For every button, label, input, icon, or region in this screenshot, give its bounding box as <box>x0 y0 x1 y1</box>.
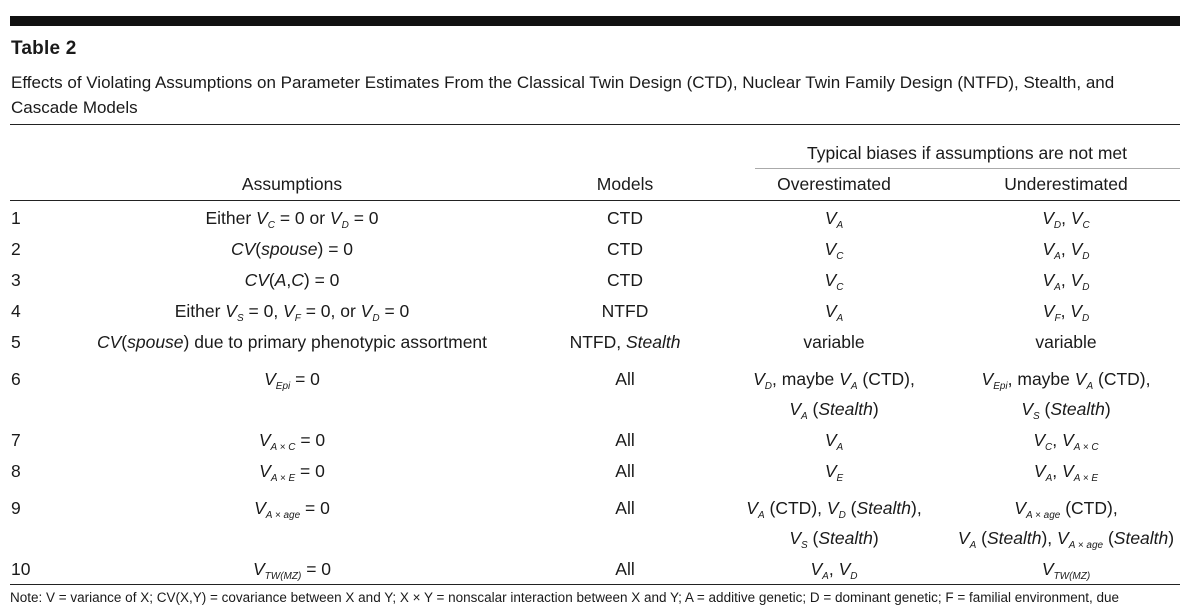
row-number: 6 <box>11 369 21 389</box>
overestimated-cell: $V_C$ <box>824 239 844 262</box>
model-cell <box>570 332 681 353</box>
model-cell: CTD <box>607 270 643 290</box>
row-number: 5 <box>11 332 21 352</box>
assumption-cell: Either $V_S = 0$, $V_F = 0$, or $V_D = 0$ <box>174 301 410 324</box>
row-number: 4 <box>11 301 21 321</box>
row-number: 10 <box>11 559 31 579</box>
underestimated-cell: $V_A$, $V_{A \times E}$ <box>1033 461 1099 484</box>
overestimated-cell: $V_A$ <box>824 430 844 453</box>
model-cell: All <box>615 461 635 481</box>
assumption-cell: $V_{Epi} = 0$ <box>264 369 320 392</box>
table-label: Table 2 <box>11 38 77 59</box>
model-cell: All <box>615 369 635 389</box>
underestimated-cell: $V_{TW(MZ)}$ <box>1041 559 1091 582</box>
header-typical-biases: Typical biases if assumptions are not met <box>806 143 1128 163</box>
model-cell: NTFD <box>601 301 649 321</box>
overestimated-cell: $V_C$ <box>824 270 844 293</box>
overestimated-cell: $V_E$ <box>824 461 844 484</box>
model-text: NTFD, <box>569 332 626 352</box>
assumption-cell: $V_{A \times C} = 0$ <box>258 430 326 453</box>
underestimated-cell-line2: $V_A$ (Stealth), $V_{A \times age}$ (Stealth) <box>957 528 1175 551</box>
overestimated-cell: variable <box>803 332 865 352</box>
header-overestimated: Overestimated <box>777 174 891 194</box>
assumption-cell: Either $V_C = 0$ or $V_D = 0$ <box>205 208 379 231</box>
overestimated-cell: $V_D$, maybe $V_A$ (CTD), <box>753 369 915 392</box>
assumption-text: due to primary phenotypic assortment <box>194 332 488 352</box>
assumption-cell: CV(A,C) = 0 <box>244 270 340 290</box>
overestimated-cell: $V_A$ <box>824 208 844 231</box>
caption-line-2: Cascade Models <box>11 98 138 117</box>
model-text-italic: Stealth <box>625 332 681 352</box>
header-underestimated: Underestimated <box>1004 174 1128 194</box>
overestimated-cell-line2: $V_S$ (Stealth) <box>789 528 879 551</box>
model-cell: All <box>615 430 635 450</box>
underestimated-cell: $V_A$, $V_D$ <box>1042 270 1090 293</box>
assumption-cell: $V_{A \times E} = 0$ <box>259 461 325 484</box>
row-number: 9 <box>11 498 21 518</box>
overestimated-cell: $V_A$, $V_D$ <box>810 559 858 582</box>
model-cell: All <box>615 498 635 518</box>
underestimated-cell-line2: $V_S$ (Stealth) <box>1021 399 1111 422</box>
assumption-cell: $V_{A \times age} = 0$ <box>254 498 330 521</box>
top-rule-bar <box>10 16 1180 26</box>
header-models: Models <box>596 174 654 194</box>
row-number: 3 <box>11 270 21 290</box>
underestimated-cell: $V_F$, $V_D$ <box>1042 301 1090 324</box>
header-rule <box>10 200 1180 201</box>
underestimated-cell: $V_{Epi}$, maybe $V_A$ (CTD), <box>981 369 1151 392</box>
underestimated-cell: $V_C$, $V_{A \times C}$ <box>1033 430 1099 453</box>
row-number: 1 <box>11 208 21 228</box>
caption-line-1: Effects of Violating Assumptions on Parameter Estimates From the Classical Twin Design (CTD), Nuclear Twin Family Design (NTFD), Stealth, and <box>11 73 1115 92</box>
assumption-cell: CV(spouse) = 0 <box>230 239 354 259</box>
row-number: 7 <box>11 430 21 450</box>
underestimated-cell: variable <box>1035 332 1097 352</box>
assumption-cell: $V_{TW(MZ)} = 0$ <box>252 559 332 582</box>
model-cell: CTD <box>607 239 643 259</box>
caption-rule <box>10 124 1180 125</box>
subheader-rule <box>755 168 1180 169</box>
underestimated-cell: $V_D$, $V_C$ <box>1042 208 1090 231</box>
header-assumptions: Assumptions <box>241 174 343 194</box>
overestimated-cell: $V_A$ <box>824 301 844 324</box>
table-note: Note: V = variance of X; CV(X,Y) = covariance between X and Y; X × Y = nonscalar interaction between X and Y; A = additive genetic; D = dominant genetic; F = familial environment, due <box>10 590 1120 605</box>
model-cell: CTD <box>607 208 643 228</box>
underestimated-cell: $V_A$, $V_D$ <box>1042 239 1090 262</box>
row-number: 2 <box>11 239 21 259</box>
table-caption <box>11 70 1181 120</box>
bottom-rule <box>10 584 1180 585</box>
overestimated-cell-line2: $V_A$ (Stealth) <box>789 399 879 422</box>
model-cell: All <box>615 559 635 579</box>
assumption-cell: CV(spouse) due to primary phenotypic assortment <box>96 332 488 352</box>
underestimated-cell: $V_{A \times age}$ (CTD), <box>1014 498 1118 521</box>
overestimated-cell: $V_A$ (CTD), $V_D$ (Stealth), <box>746 498 922 521</box>
row-number: 8 <box>11 461 21 481</box>
